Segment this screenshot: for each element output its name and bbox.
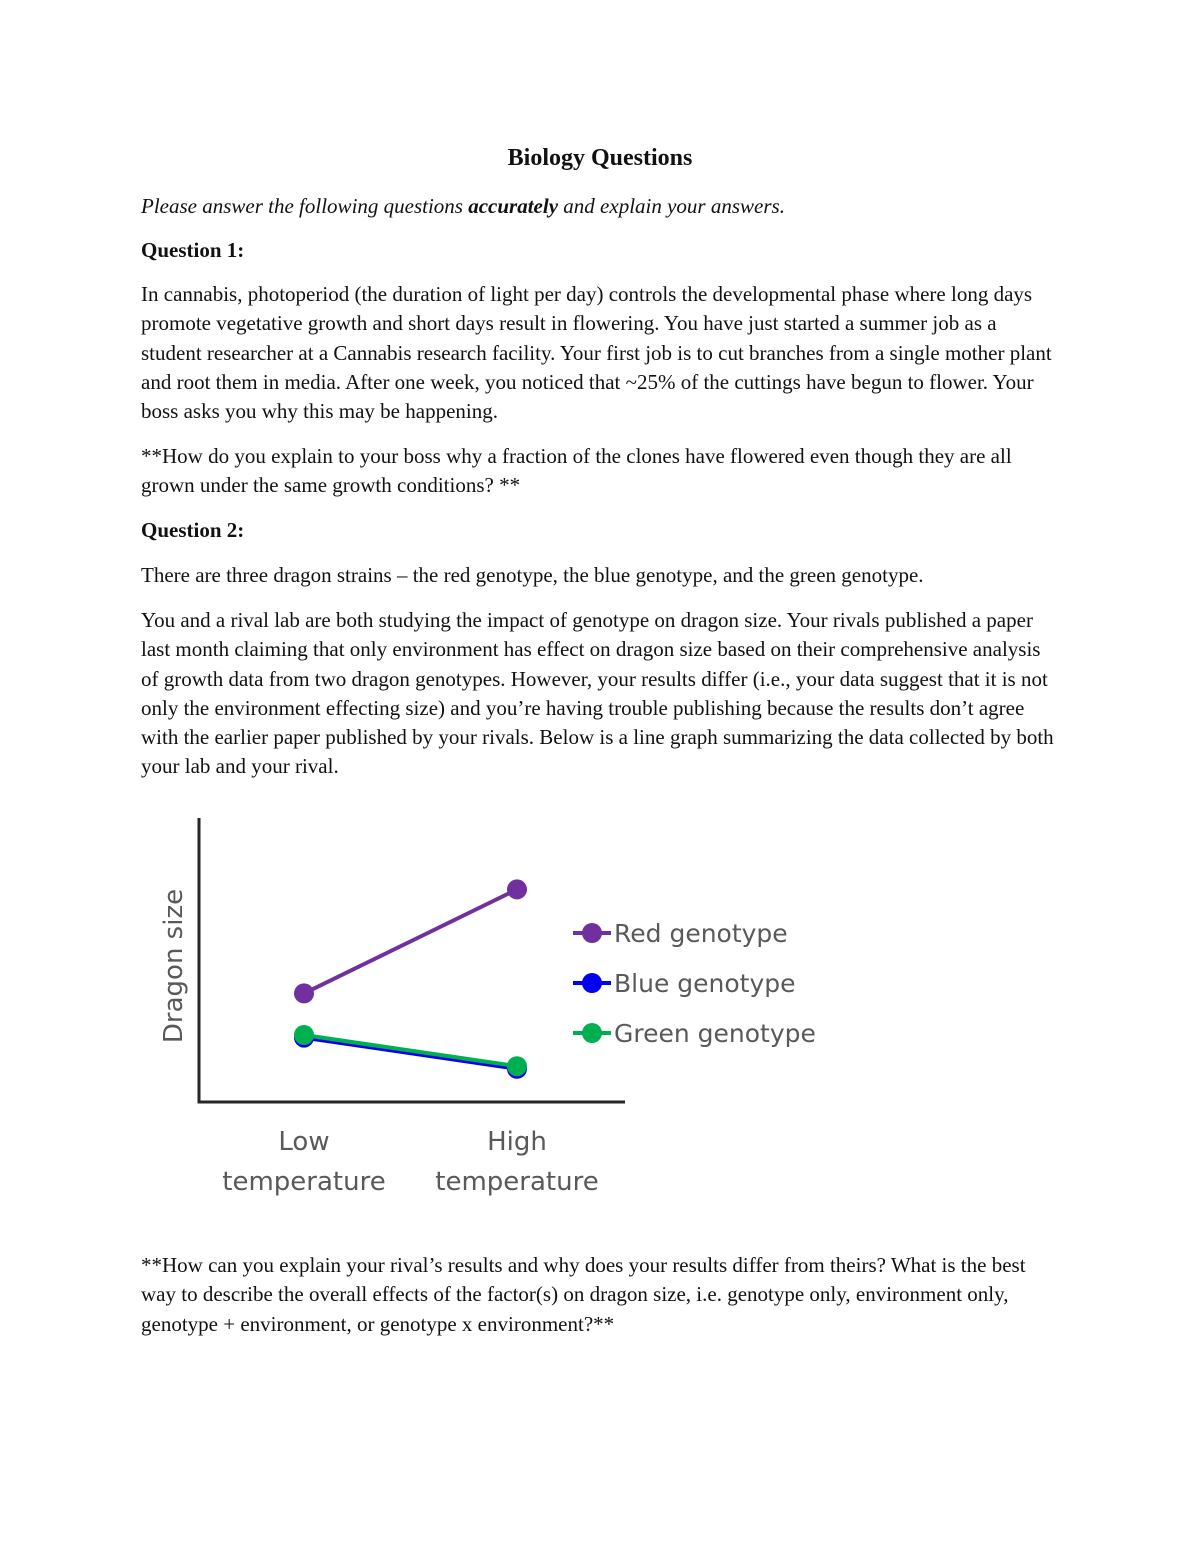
question-1-body: In cannabis, photoperiod (the duration of light per day) controls the developmental phase where long days promote vegetative growth and short days result in flowering. You have just started a summer job as a student researcher at a Cannabis research facility. Your first job is to cut branches from a single mother plant and root them in media. After one week, you noticed that ~25% of the cuttings have begun to flower. Your boss asks you why this may be happening. [141,282,1052,424]
x-tick-label: Low [278,1127,330,1157]
legend-label: Blue genotype [614,969,796,998]
question-2-heading: Question 2: [141,518,245,542]
question-2-body: You and a rival lab are both studying the impact of genotype on dragon size. Your rivals published a paper last month claiming that only environment has effect on dragon size based on their comprehensive analysis of growth data from two dragon genotypes. However, your results differ (i.e., your data suggest that it is not only the environment effecting size) and you’re having trouble publishing because the results don’t agree with the earlier paper published by your rivals. Below is a line graph summarizing the data collected by both your lab and your rival. [141,608,1054,779]
instructions-start: Please answer the following questions [141,194,469,218]
series-line [304,1035,517,1066]
x-tick-label: temperature [435,1167,599,1197]
question-1-heading: Question 1: [141,238,245,262]
x-tick-label: High [487,1127,547,1157]
data-point [507,1056,527,1076]
dragon-size-chart [140,800,860,1220]
legend-label: Green genotype [614,1019,816,1048]
data-point [294,1025,314,1045]
page-title: Biology Questions [507,145,693,171]
question-2-intro: There are three dragon strains – the red genotype, the blue genotype, and the green genotype. [141,563,924,587]
series-line [304,1038,517,1069]
series-line [304,889,517,993]
data-point [507,879,527,899]
x-tick-label: temperature [222,1167,386,1197]
legend-label: Red genotype [614,919,788,948]
legend-marker [582,973,602,993]
legend-marker [582,923,602,943]
legend-marker [582,1023,602,1043]
question-1-prompt: **How do you explain to your boss why a fraction of the clones have flowered even though they are all grown under the same growth conditions? ** [141,444,1012,498]
instructions-emphasis: accurately [468,194,559,218]
instructions [141,192,1059,221]
y-axis-label: Dragon size [159,888,189,1044]
chart-svg [140,800,860,1220]
question-2-prompt: **How can you explain your rival’s results and why does your results differ from theirs? What is the best way to describe the overall effects of the factor(s) on dragon size, i.e. genotype only, environment only, genotype + environment, or genotype x environment?** [141,1253,1026,1336]
instructions-end: and explain your answers. [558,194,785,218]
data-point [294,983,314,1003]
